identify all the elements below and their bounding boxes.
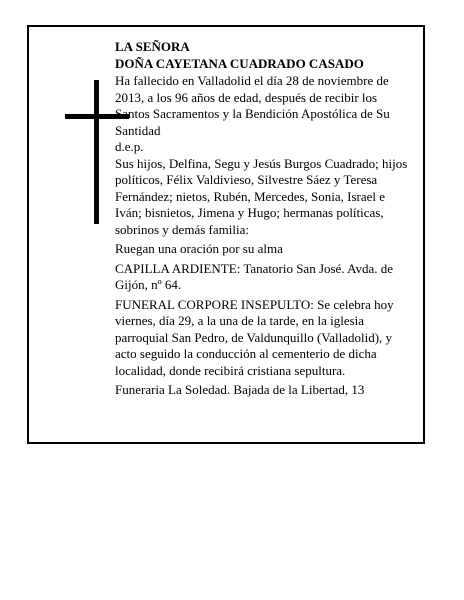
deceased-name: DOÑA CAYETANA CUADRADO CASADO [115, 55, 364, 71]
rip-abbreviation: d.e.p. [115, 139, 144, 154]
notice-intro: LA SEÑORA [115, 39, 190, 54]
funeral-home: Funeraria La Soledad. Bajada de la Libertad, 13 [115, 382, 365, 397]
notice-body [115, 39, 413, 402]
cross-vertical-bar [94, 80, 99, 224]
funeral-info: FUNERAL CORPORE INSEPULTO: Se celebra hoy viernes, día 29, a la una de la tarde, en la iglesia parroquial San Pedro, de Valdunquillo (Valladolid), y acto seguido la conducción al cementerio de dicha localidad, donde recibirá cristiana sepultura. [115, 296, 394, 378]
chapel-info: CAPILLA ARDIENTE: Tanatorio San José. Avda. de Gijón, nº 64. [115, 260, 394, 292]
family-list: Sus hijos, Delfina, Segu y Jesús Burgos Cuadrado; hijos políticos, Félix Valdivieso, Silvestre Sáez y Teresa Fernández; nietos, Rubén, Mercedes, Sonia, Israel e Iván; bisnietos, Jimena y Hugo; hermanas políticas, sobrinos y demás familia: [115, 155, 408, 237]
prayer-request: Ruegan una oración por su alma [115, 241, 283, 256]
death-announcement: Ha fallecido en Valladolid el día 28 de noviembre de 2013, a los 96 años de edad, después de recibir los Santos Sacramentos y la Bendición Apostólica de Su Santidad [115, 73, 390, 138]
